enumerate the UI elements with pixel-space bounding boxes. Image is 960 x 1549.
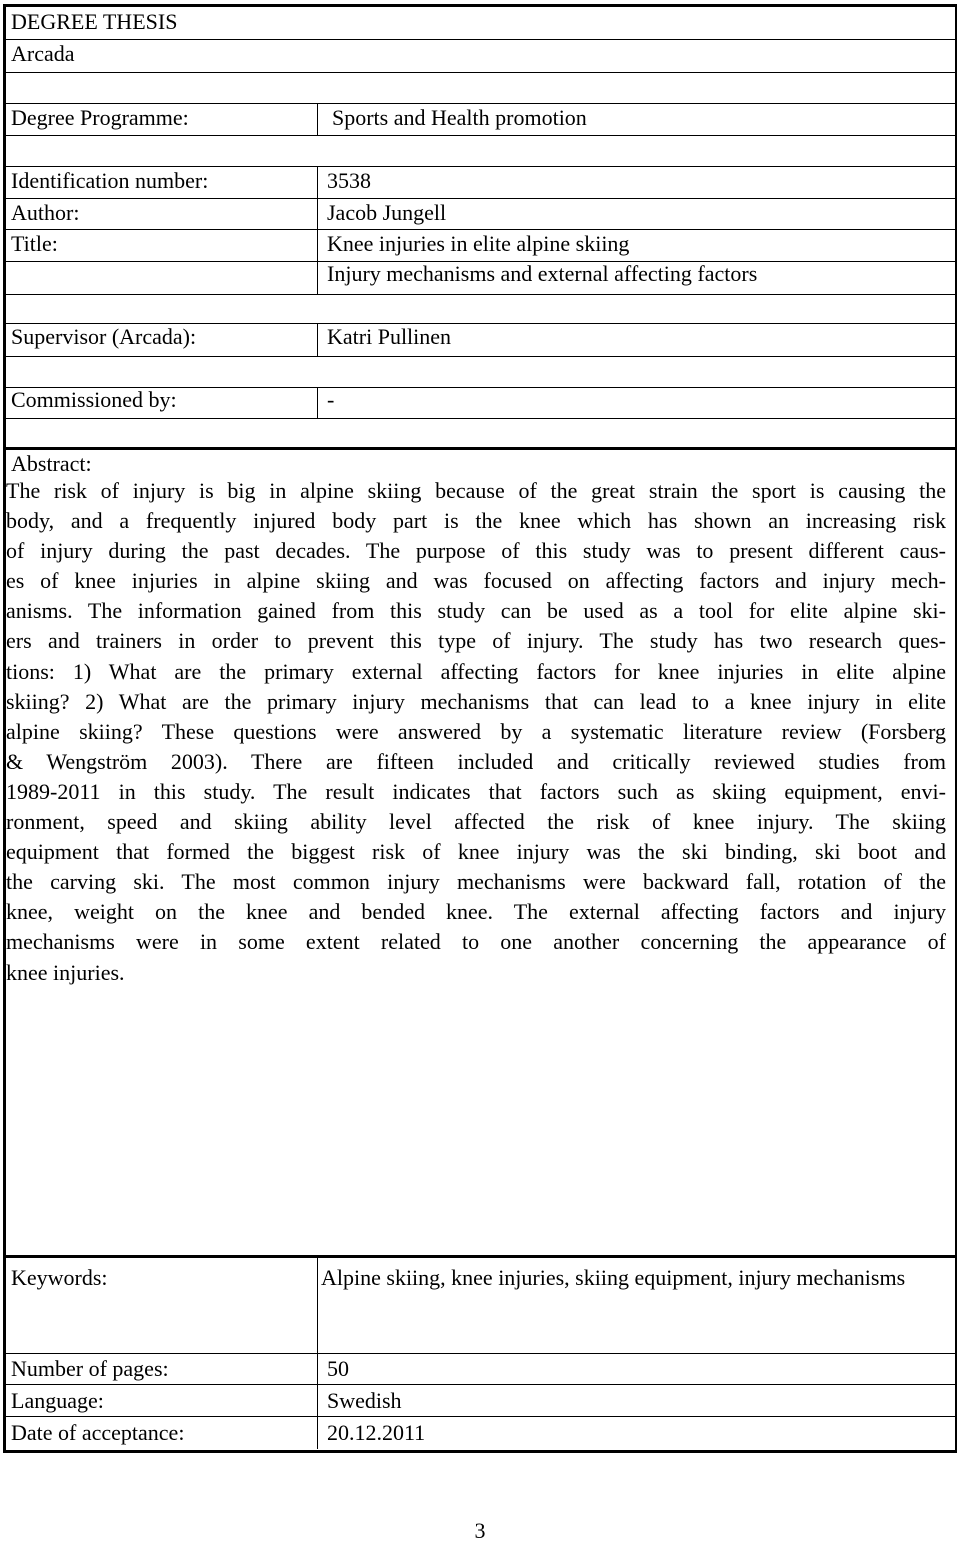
rule	[6, 418, 955, 419]
abstract-line: knee, weight on the knee and bended knee. The external affecting factors and injury	[6, 899, 946, 925]
title-line-2: Injury mechanisms and external affecting factors	[327, 261, 758, 286]
abstract-line: tions: 1) What are the primary external affecting factors for knee injuries in elite alpine	[6, 658, 946, 684]
column-rule	[317, 166, 318, 294]
rule	[6, 135, 955, 136]
language-label: Language:	[11, 1388, 104, 1413]
supervisor-value: Katri Pullinen	[327, 324, 452, 349]
rule	[6, 1384, 955, 1385]
abstract-label: Abstract:	[11, 451, 92, 476]
supervisor-label: Supervisor (Arcada):	[11, 324, 197, 349]
document-type: DEGREE THESIS	[11, 9, 178, 34]
acceptance-label: Date of acceptance:	[11, 1420, 185, 1445]
abstract-line: alpine skiing? These questions were answered by a systematic literature review (Forsberg	[6, 718, 946, 744]
title-line-1: Knee injuries in elite alpine skiing	[327, 231, 630, 256]
title-label: Title:	[11, 231, 58, 256]
abstract-line: mechanisms were in some extent related to one another concerning the appearance of	[6, 929, 946, 955]
pages-value: 50	[327, 1356, 349, 1381]
abstract-line: ronment, speed and skiing ability level affected the risk of knee injury. The skiing	[6, 809, 946, 835]
abstract-line: & Wengström 2003). There are fifteen included and critically reviewed studies from	[6, 748, 946, 774]
identification-value: 3538	[327, 168, 371, 193]
abstract-line: knee injuries.	[6, 959, 125, 985]
programme-value: Sports and Health promotion	[332, 105, 587, 130]
programme-label: Degree Programme:	[11, 105, 189, 130]
institution: Arcada	[11, 41, 75, 66]
column-rule	[317, 323, 318, 356]
rule	[6, 72, 955, 73]
rule	[6, 447, 955, 450]
language-value: Swedish	[327, 1388, 402, 1413]
column-rule	[317, 103, 318, 135]
abstract-line: The risk of injury is big in alpine skiing because of the great strain the sport is causing the	[6, 478, 946, 503]
commissioned-value: -	[327, 387, 335, 412]
rule	[6, 39, 955, 40]
abstract-line: 1989-2011 in this study. The result indicates that factors such as skiing equipment, envi-	[6, 778, 946, 804]
abstract-line: of injury during the past decades. The purpose of this study was to present different caus-	[6, 538, 946, 564]
keywords-value: Alpine skiing, knee injuries, skiing equipment, injury mechanisms	[321, 1265, 906, 1290]
rule	[6, 294, 955, 295]
commissioned-label: Commissioned by:	[11, 387, 177, 412]
author-label: Author:	[11, 200, 80, 225]
author-value: Jacob Jungell	[327, 200, 447, 225]
abstract-line: body, and a frequently injured body part is the knee which has shown an increasing risk	[6, 508, 946, 534]
abstract-line: the carving ski. The most common injury mechanisms were backward fall, rotation of the	[6, 869, 946, 895]
page-number: 3	[474, 1518, 486, 1543]
abstract-line: anisms. The information gained from this study can be used as a tool for elite alpine ski-	[6, 598, 946, 624]
rule	[6, 1416, 955, 1417]
acceptance-value: 20.12.2011	[327, 1420, 426, 1445]
column-rule	[317, 387, 318, 418]
rule	[6, 356, 955, 357]
pages-label: Number of pages:	[11, 1356, 169, 1381]
rule	[6, 198, 955, 199]
abstract-text	[6, 476, 946, 988]
abstract-line: ers and trainers in order to prevent this type of injury. The study has two research ques-	[6, 628, 946, 654]
rule	[6, 1255, 955, 1258]
abstract-line: skiing? 2) What are the primary injury mechanisms that can lead to a knee injury in elite	[6, 688, 946, 714]
keywords-label: Keywords:	[11, 1265, 108, 1290]
column-rule	[317, 1255, 318, 1449]
identification-label: Identification number:	[11, 168, 209, 193]
abstract-line: equipment that formed the biggest risk of knee injury was the ski binding, ski boot and	[6, 839, 946, 865]
abstract-line: es of knee injuries in alpine skiing and was focused on affecting factors and injury mech-	[6, 568, 946, 594]
